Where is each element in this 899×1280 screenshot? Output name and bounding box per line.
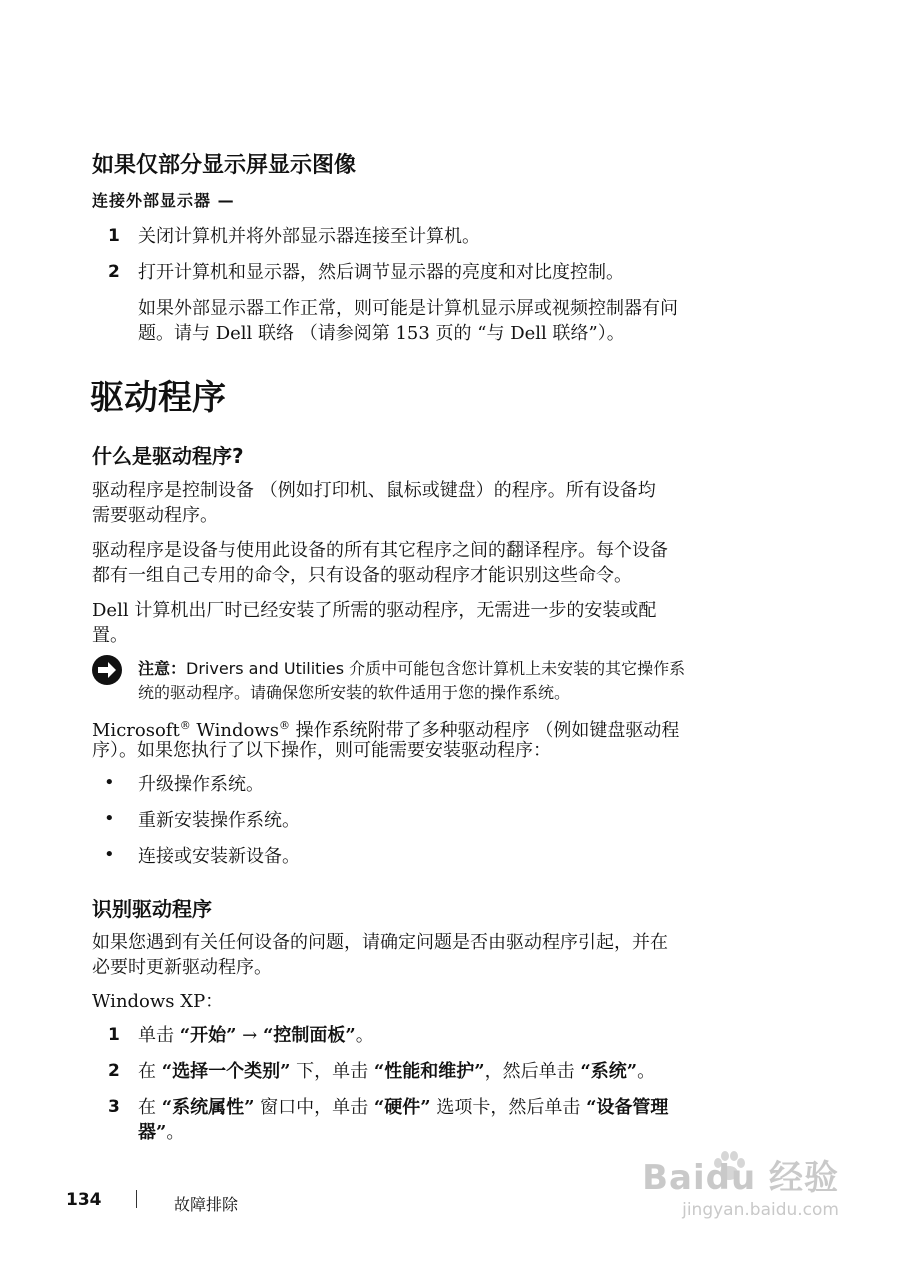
- paragraph-line: 如果外部显示器工作正常，则可能是计算机显示屏或视频控制器有问: [138, 298, 678, 319]
- paragraph-line: 如果您遇到有关任何设备的问题，请确定问题是否由驱动程序引起，并在: [92, 932, 668, 953]
- step-number: 3: [108, 1097, 120, 1117]
- paragraph-line: 驱动程序是设备与使用此设备的所有其它程序之间的翻译程序。每个设备: [92, 540, 668, 561]
- paragraph-line: 都有一组自己专用的命令，只有设备的驱动程序才能识别这些命令。: [92, 565, 632, 586]
- step-text: [138, 1023, 374, 1048]
- text-run: Windows: [190, 720, 279, 741]
- step-number: 2: [108, 262, 120, 282]
- ui-term: “系统属性”: [161, 1097, 255, 1118]
- text-run: 。: [637, 1061, 656, 1082]
- os-label: Windows XP：: [92, 991, 224, 1012]
- paragraph-line: 题。请与 Dell 联络 （请参阅第 153 页的 “与 Dell 联络”）。: [138, 323, 625, 344]
- step-text: [138, 1095, 668, 1120]
- note-text: Drivers and Utilities 介质中可能包含您计算机上未安装的其它操作系: [186, 659, 686, 678]
- step-text: 打开计算机和显示器，然后调节显示器的亮度和对比度控制。: [138, 262, 624, 283]
- registered-mark: ®: [278, 719, 290, 732]
- note-line: 统的驱动程序。请确保您所安装的软件适用于您的操作系统。: [138, 683, 571, 702]
- text-run: 下，单击: [290, 1061, 374, 1082]
- ui-term: “系统”: [580, 1061, 638, 1082]
- text-run: 在: [138, 1097, 162, 1118]
- registered-mark: ®: [179, 719, 191, 732]
- section-heading: 识别驱动程序: [92, 897, 212, 921]
- list-item: 连接或安装新设备。: [138, 846, 300, 867]
- text-run: 在: [138, 1061, 162, 1082]
- ui-term: “控制面板”: [262, 1025, 356, 1046]
- list-item: 重新安装操作系统。: [138, 810, 300, 831]
- subsection-title: 连接外部显示器 —: [92, 191, 235, 210]
- paragraph-line: 必要时更新驱动程序。: [92, 957, 272, 978]
- note-label: 注意：: [138, 659, 187, 678]
- ui-term: “选择一个类别”: [161, 1061, 291, 1082]
- paragraph-line: 需要驱动程序。: [92, 505, 218, 526]
- section-title: 如果仅部分显示屏显示图像: [92, 153, 357, 178]
- paragraph-line: 驱动程序是控制设备 （例如打印机、鼠标或键盘）的程序。所有设备均: [92, 480, 656, 501]
- footer-divider: [136, 1190, 137, 1208]
- step-number: 1: [108, 1025, 120, 1045]
- text-run: 操作系统附带了多种驱动程序 （例如键盘驱动程: [289, 720, 680, 741]
- step-text: [138, 1059, 655, 1084]
- footer-section: 故障排除: [174, 1195, 239, 1214]
- section-heading: 什么是驱动程序?: [92, 444, 244, 468]
- step-number: 2: [108, 1061, 120, 1081]
- bullet-mark: •: [104, 772, 115, 793]
- paragraph-line: 置。: [92, 625, 128, 646]
- notice-icon: [91, 654, 123, 686]
- paragraph-line: 序）。如果您执行了以下操作，则可能需要安装驱动程序：: [92, 740, 551, 761]
- step-number: 1: [108, 226, 120, 246]
- text-run: 窗口中，单击: [254, 1097, 374, 1118]
- ui-term: “性能和维护”: [373, 1061, 485, 1082]
- text-run: 单击: [138, 1025, 180, 1046]
- bullet-mark: •: [104, 844, 115, 865]
- step-text: 关闭计算机并将外部显示器连接至计算机。: [138, 226, 480, 247]
- ui-term: “开始”: [179, 1025, 237, 1046]
- page-number: 134: [66, 1190, 102, 1210]
- list-item: 升级操作系统。: [138, 774, 264, 795]
- step-text: [138, 1120, 184, 1145]
- watermark-url: jingyan.baidu.com: [682, 1200, 839, 1220]
- text-run: 。: [355, 1025, 374, 1046]
- note-line: [138, 657, 685, 681]
- text-run: ，然后单击: [484, 1061, 581, 1082]
- watermark-logo: Baidu 经验: [642, 1158, 839, 1198]
- text-run: 选项卡，然后单击: [430, 1097, 587, 1118]
- paragraph-line: Dell 计算机出厂时已经安装了所需的驱动程序，无需进一步的安装或配: [92, 600, 657, 621]
- ui-term: 器”: [138, 1122, 167, 1143]
- ui-term: “硬件”: [373, 1097, 431, 1118]
- text-run: Microsoft: [92, 720, 180, 741]
- text-run: 。: [166, 1122, 185, 1143]
- ui-term: “设备管理: [586, 1097, 669, 1118]
- bullet-mark: •: [104, 808, 115, 829]
- text-run: →: [236, 1025, 263, 1046]
- chapter-title: 驱动程序: [90, 378, 226, 418]
